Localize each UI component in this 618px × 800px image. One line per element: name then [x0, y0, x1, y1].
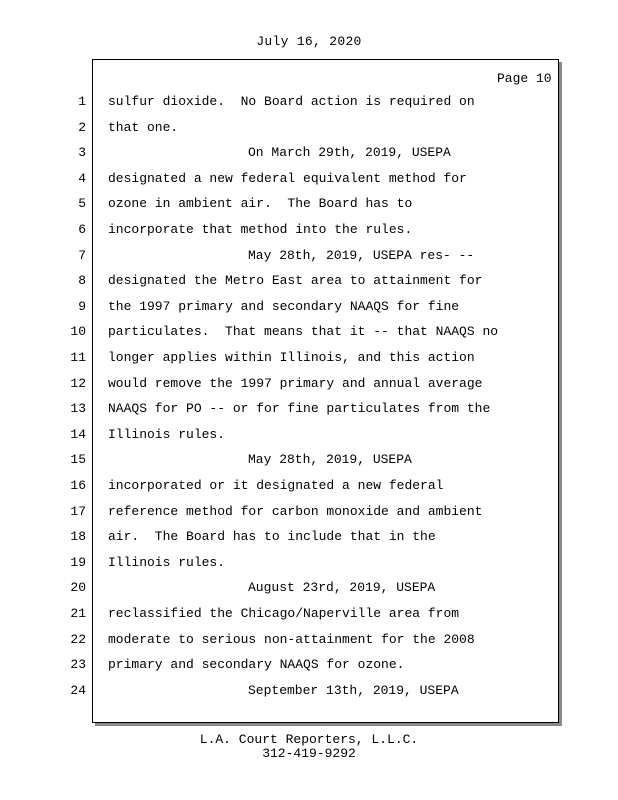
line-text: Illinois rules.	[108, 426, 226, 442]
transcript-line	[0, 399, 618, 419]
transcript-line	[0, 194, 618, 214]
line-text: ozone in ambient air. The Board has to	[108, 196, 413, 212]
line-number: 1	[78, 94, 86, 109]
line-text: longer applies within Illinois, and this action	[108, 350, 475, 365]
line-text: the 1997 primary and secondary NAAQS for fine	[108, 298, 460, 314]
line-number: 19	[70, 554, 86, 570]
line-number: 2	[78, 119, 86, 135]
line-number: 22	[70, 631, 86, 647]
line-text: Illinois rules.	[108, 554, 226, 570]
line-number: 11	[70, 350, 86, 365]
line-number: 15	[70, 452, 86, 468]
transcript-line	[0, 118, 618, 138]
transcript-line	[0, 322, 618, 342]
line-number: 17	[70, 503, 86, 519]
line-text: August 23rd, 2019, USEPA	[248, 580, 436, 596]
transcript-line	[0, 553, 618, 573]
line-number: 4	[78, 170, 86, 186]
line-text: sulfur dioxide. No Board action is required on	[108, 94, 475, 109]
line-text: designated a new federal equivalent method for	[108, 170, 467, 186]
line-text: reclassified the Chicago/Naperville area from	[108, 606, 460, 621]
transcript-line	[0, 169, 618, 189]
transcript-line	[0, 297, 618, 317]
transcript-line	[0, 220, 618, 240]
page-number: Page 10	[497, 71, 552, 86]
transcript-line	[0, 476, 618, 496]
line-number: 10	[70, 324, 86, 340]
line-number: 9	[78, 298, 86, 314]
line-number: 6	[78, 222, 86, 237]
transcript-line	[0, 92, 618, 112]
line-text: primary and secondary NAAQS for ozone.	[108, 657, 405, 673]
line-number: 8	[78, 273, 86, 289]
line-text: designated the Metro East area to attainment for	[108, 273, 483, 289]
line-text: incorporated or it designated a new federal	[108, 478, 444, 493]
line-text: On March 29th, 2019, USEPA	[248, 145, 451, 161]
line-text: May 28th, 2019, USEPA	[248, 452, 412, 468]
transcript-line	[0, 578, 618, 598]
line-text: NAAQS for PO -- or for fine particulates from the	[108, 401, 491, 417]
line-number: 23	[70, 657, 86, 673]
line-number: 5	[78, 196, 86, 212]
line-text: reference method for carbon monoxide and ambient	[108, 503, 483, 519]
transcript-line	[0, 143, 618, 163]
footer-firm-name: L.A. Court Reporters, L.L.C.	[199, 732, 419, 747]
line-number: 7	[78, 247, 86, 263]
line-text: incorporate that method into the rules.	[108, 222, 413, 237]
line-number: 18	[70, 529, 86, 545]
line-text: moderate to serious non-attainment for the 2008	[108, 631, 475, 647]
line-number: 13	[70, 401, 86, 417]
line-text: particulates. That means that it -- that NAAQS no	[108, 324, 499, 340]
transcript-line	[0, 450, 618, 470]
transcript-line	[0, 630, 618, 650]
header-date: July 16, 2020	[256, 34, 362, 49]
line-number: 16	[70, 478, 86, 493]
transcript-line	[0, 348, 618, 368]
transcript-line	[0, 425, 618, 445]
transcript-line	[0, 527, 618, 547]
line-number: 21	[70, 606, 86, 621]
transcript-line	[0, 655, 618, 675]
transcript-line	[0, 604, 618, 624]
line-number: 3	[78, 145, 86, 161]
line-number: 20	[70, 580, 86, 596]
footer-phone-number: 312-419-9292	[262, 746, 356, 761]
line-number: 24	[70, 682, 86, 698]
line-text: that one.	[108, 119, 179, 135]
transcript-line	[0, 246, 618, 266]
line-text: air. The Board has to include that in the	[108, 529, 436, 545]
line-number: 12	[70, 375, 86, 391]
line-text: would remove the 1997 primary and annual average	[108, 375, 483, 391]
transcript-line	[0, 374, 618, 394]
line-text: September 13th, 2019, USEPA	[248, 682, 459, 698]
transcript-line	[0, 502, 618, 522]
transcript-line	[0, 681, 618, 701]
transcript-line	[0, 271, 618, 291]
line-number: 14	[70, 426, 86, 442]
line-text: May 28th, 2019, USEPA res- --	[248, 247, 475, 263]
